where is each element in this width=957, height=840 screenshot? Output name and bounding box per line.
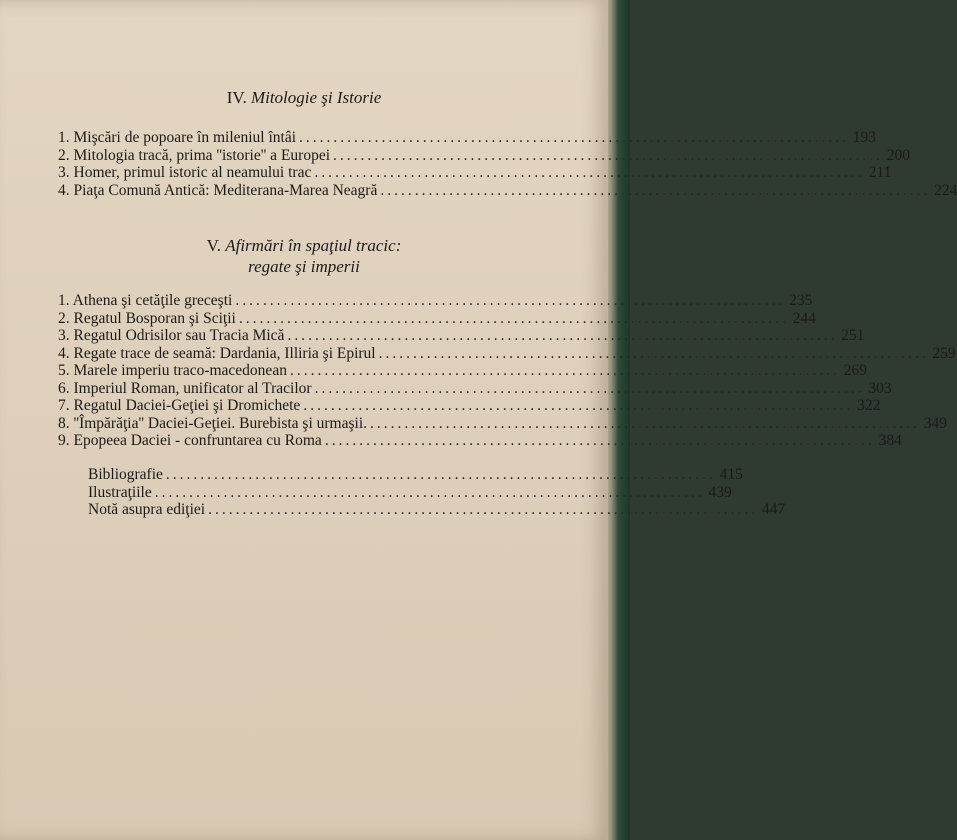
dot-leader: ................................................................................ xyxy=(154,483,705,501)
toc-entry xyxy=(88,501,786,519)
dot-leader: ................................................................................ xyxy=(165,466,716,483)
toc-entry xyxy=(58,432,902,450)
toc-entry-page-number: 244 xyxy=(792,309,816,327)
toc-entry-page-number: 384 xyxy=(878,432,902,449)
toc-entry-page-number: 269 xyxy=(843,362,867,379)
toc-entry xyxy=(58,379,892,398)
dot-leader: ................................................................................ xyxy=(287,327,838,344)
toc-entry-page-number: 349 xyxy=(923,414,948,432)
toc-entry-page-number: 200 xyxy=(886,146,911,164)
section-5-heading-line2 xyxy=(0,257,608,277)
toc-entry xyxy=(58,146,911,165)
toc-entry-label: 1. Athena şi cetăţile greceşti xyxy=(58,292,233,309)
toc-entry-page-number: 251 xyxy=(841,327,865,344)
dot-leader: ................................................................................ xyxy=(303,397,854,414)
toc-entry-label: Ilustraţiile xyxy=(88,483,152,501)
toc-entry-page-number: 439 xyxy=(708,483,732,501)
section-4-title: Mitologie şi Istorie xyxy=(250,88,382,107)
dot-leader: ................................................................................ xyxy=(333,146,884,164)
toc-entry xyxy=(58,327,865,345)
toc-entry-label: 9. Epopeea Daciei - confruntarea cu Roma xyxy=(58,432,322,449)
toc-entry-page-number: 415 xyxy=(719,466,743,483)
toc-entry-page-number: 235 xyxy=(789,292,813,309)
toc-entry-page-number: 322 xyxy=(857,397,881,414)
dot-leader: ................................................................................ xyxy=(289,362,840,379)
toc-entry-label: 5. Marele imperiu traco-macedonean xyxy=(58,362,287,379)
section-4-toc xyxy=(58,129,957,199)
toc-entry-page-number: 259 xyxy=(932,344,956,362)
toc-entry-label: 6. Imperiul Roman, unificator al Tracilor xyxy=(58,379,312,397)
toc-entry-label: 4. Regate trace de seamă: Dardania, Illiria şi Epirul xyxy=(58,344,376,362)
section-4-numeral: IV. xyxy=(226,88,247,107)
toc-entry xyxy=(58,292,813,310)
toc-entry xyxy=(58,344,956,363)
section-5-title-line1: Afirmări în spaţiul tracic: xyxy=(225,236,402,255)
toc-entry-label: 4. Piaţa Comună Antică: Mediterana-Marea Neagră xyxy=(58,181,378,199)
toc-entry-label: 2. Regatul Bosporan şi Sciţii xyxy=(58,309,236,327)
toc-entry-label: 2. Mitologia tracă, prima ''istorie'' a Europei xyxy=(58,146,331,164)
toc-entry xyxy=(88,483,732,502)
toc-entry xyxy=(58,181,957,200)
section-5-heading xyxy=(0,236,608,256)
dot-leader: ................................................................................ xyxy=(314,379,865,397)
toc-entry-label: Bibliografie xyxy=(88,466,163,483)
backmatter-toc xyxy=(88,466,786,519)
toc-entry-page-number: 447 xyxy=(761,501,786,518)
toc-entry-label: 8. ''Împărăţia'' Daciei-Geţiei. Burebista şi urmaşii. xyxy=(58,414,368,432)
toc-entry xyxy=(88,466,743,484)
toc-entry xyxy=(58,309,816,328)
dot-leader: ................................................................................ xyxy=(314,164,865,181)
toc-entry-page-number: 303 xyxy=(868,379,892,397)
toc-entry xyxy=(58,362,867,380)
dot-leader: ................................................................................ xyxy=(378,344,929,362)
dot-leader: ................................................................................ xyxy=(208,501,759,518)
dot-leader: ................................................................................ xyxy=(238,309,789,327)
toc-entry-label: Notă asupra ediţiei xyxy=(88,501,206,518)
section-5-numeral: V. xyxy=(206,236,221,255)
toc-entry-page-number: 224 xyxy=(934,181,957,199)
section-4-heading xyxy=(0,88,608,108)
toc-entry xyxy=(58,164,892,182)
toc-entry-page-number: 193 xyxy=(852,129,877,146)
toc-entry-page-number: 211 xyxy=(868,164,892,181)
toc-entry-label: 3. Regatul Odrisilor sau Tracia Mică xyxy=(58,327,285,344)
toc-entry-label: 3. Homer, primul istoric al neamului trac xyxy=(58,164,312,181)
section-5-title-line2: regate şi imperii xyxy=(248,257,360,276)
toc-entry-label: 7. Regatul Daciei-Geţiei şi Dromichete xyxy=(58,397,301,414)
section-5-toc xyxy=(58,292,956,450)
toc-entry xyxy=(58,397,881,415)
dot-leader: ................................................................................ xyxy=(324,432,875,449)
toc-entry-label: 1. Mişcări de popoare în mileniul întâi xyxy=(58,129,297,146)
toc-entry xyxy=(58,129,877,147)
dot-leader: ................................................................................ xyxy=(370,414,921,432)
dot-leader: ................................................................................ xyxy=(380,181,931,199)
toc-entry xyxy=(58,414,948,433)
dot-leader: ................................................................................ xyxy=(299,129,850,146)
dot-leader: ................................................................................ xyxy=(235,292,786,309)
